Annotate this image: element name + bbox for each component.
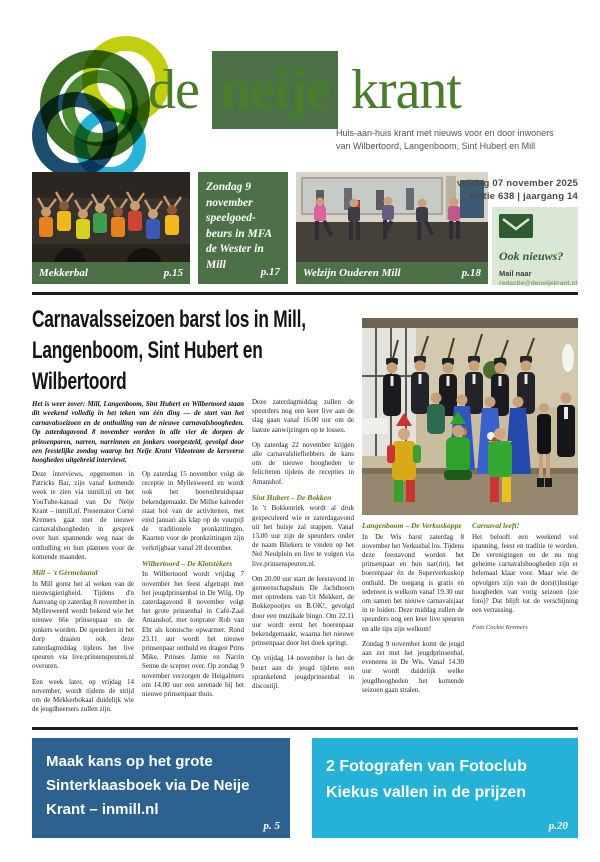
article-column-5 — [472, 520, 578, 726]
title-part-de: de — [148, 59, 199, 121]
teaser-caption: Mekkerbal — [39, 267, 88, 279]
contact-heading: Ook nieuws? — [499, 249, 564, 263]
section-heading-langenboom: Langenboom – De Verkuskoppe — [362, 521, 462, 530]
issue-date: vrijdag 07 november 2025 — [457, 178, 578, 189]
contact-box — [492, 207, 578, 285]
headline-line: Carnavalsseizoen barst los in Mill, — [32, 306, 306, 333]
tagline-line2: van Wilbertoord, Langenboom, Sint Hubert en Mill — [336, 141, 536, 151]
title-part-neije: neije — [212, 51, 338, 129]
section-heading-carnaval-leeft: Carnaval leeft! — [472, 521, 520, 530]
article-column-4 — [362, 520, 464, 726]
paragraph: Een week later, op vrijdag 14 november, wordt tijdens de strijd om de Mekkerbokaal duidelijk wie de jeugdheersers zullen zijn. — [32, 677, 134, 714]
banner-fotoclub-kiekus[interactable] — [312, 738, 578, 838]
teaser-caption: Welzijn Ouderen Mill — [303, 267, 401, 279]
tagline-line1: Huis-aan-huis krant met nieuws voor en door inwoners — [336, 128, 554, 138]
article-intro: Het is weer zover: Mill, Langenboom, Sint Hubert en Wilbertoord staan dit weekend volledig in het teken van één ding — de start van het carnavalsseizoen en de onthulling van de nieuwe carnavalshoogheden. Op zaterdagavond 8 november worden in alle vier de dorpen de prinsenparen, narren, narrinnen en jonkers voorgesteld, gevolgd door een feestelijke zondag waarop het Neije Krant Videoteam de kersverse hoogheden uitgebreid interviewt. — [32, 400, 244, 465]
banner-page-ref: p. 5 — [263, 820, 280, 832]
section-heading-sint-hubert: Sint Hubert – De Bokken — [252, 492, 332, 502]
divider-rule-top — [32, 292, 578, 295]
article-column-1 — [32, 470, 134, 726]
contact-label: Mail naar — [499, 269, 532, 278]
paragraph: Op vrijdag 14 november is het de beurt aan de jeugd tijdens een sprankelend jeugdprinsenbal in discostijl. — [252, 654, 354, 690]
banner-page-ref: p.20 — [548, 820, 568, 832]
newspaper-title — [148, 60, 461, 120]
tagline — [336, 127, 554, 153]
logo-ring-cyan-icon — [74, 108, 146, 180]
divider-rule-bottom — [32, 727, 578, 730]
paragraph: Op zaterdag 22 november krijgen alle carnavalsliefhebbers de kans om de nieuwe hoogheden te feliciteren tijdens de recepties in Amanshof. — [252, 440, 354, 486]
banner-text: Maak kans op het grote Sinterklaasboek via De Neije Krant – inmill.nl — [46, 753, 250, 818]
paragraph: Deze zaterdagmiddag zullen de speurders nog een keer live aan de slag gaan vanaf 16.00 uur om de laatste aanwijzingen op te lossen. — [252, 398, 354, 434]
newspaper-logo — [30, 36, 142, 168]
teaser-caption-bar — [32, 262, 190, 284]
teaser-text: Zondag 9 november speelgoed-beurs in MFA de Wester in Mill — [206, 181, 272, 271]
banner-text: 2 Fotografen van Fotoclub Kiekus vallen in de prijzen — [326, 758, 527, 801]
teaser-page-ref: p.18 — [461, 267, 481, 279]
teaser-mekkerbal[interactable] — [32, 172, 190, 284]
paragraph: In Wilbertoord wordt vrijdag 7 november het feest afgetrapt met het jeugdprinsenbal in De Wilg. Op zaterdagavond 8 november volgt het grote prinsenbal in Café-Zaal Amanshof, met tonprater Rob van Eht als komische opwarmer. Rond 23.11 uur wordt het nieuwe prinsenpaar onthuld en dragen Prins Mike, Prinses Jamie en Narrin Senne de scepter over. Op zondag 9 november verzorgen de Heigalmers om 14.00 uur een serenade bij het nieuwe prinsenpaar thuis. — [142, 570, 244, 698]
headline-line: Langenboom, Sint Hubert en — [32, 337, 263, 364]
paragraph: Om 20.00 uur start de feestavond in gemeenschapshuis De Jachthoorn met optredens van Ut Mekkert, de Bokkepootjes en B.OK!, gevolgd door een muzikale bingo. Om 22.11 uur wordt eerst het boerenpaar bekendgemaakt, waarna het nieuwe prinsenpaar door het doek springt. — [252, 574, 354, 648]
teaser-speelgoedbeurs[interactable] — [198, 172, 288, 284]
title-part-krant: krant — [350, 59, 461, 121]
article-headline — [32, 304, 412, 397]
paragraph: Zondag 9 november komt de jeugd aan zet met het jeugdprinsenbal, eveneens in De Wis. Vanaf 14.30 uur wordt duidelijk welke jeugdhoogheden het komende seizoen gaan stralen. — [362, 639, 464, 694]
section-heading-wilbertoord: Wilbertoord – De Klotstèkers — [142, 558, 233, 568]
paragraph: Het belooft een weekend vol spanning, feest en traditie te worden. De verenigingen en de nu nog geheime carnavalshoogheden zijn er helemaal klaar voor. Maar wie de opvolgers zijn van de dors(t)lustige hoogheden van vorig seizoen (zie foto)? Dat blijft tot de verschijning een verrassing. — [472, 532, 578, 615]
teaser-page-ref: p.17 — [260, 266, 280, 278]
carnival-photo-illustration — [362, 318, 578, 515]
paragraph: Op zaterdag 15 november volgt de receptie in Myllesweerd en wordt ook het boerenbruidspaar bekendgemaakt. De Millse kalender staat bol van de activiteiten, met eind januari als klap op de vuurpijl de traditionele pronkzittingen. Kaarten voor de pronkzittingen zijn verkrijgbaar vanaf 28 december. — [142, 470, 244, 552]
paragraph: In 't Bokkenriek wordt al druk gespeculeerd wie er zaterdagavond uit het huisje zal stappen. Vanaf 13.00 uur zijn de speurders onder de naam Bliekers te vinden op het Nel Neulplein en live te volgen via live.prinsenspeuren.nl. — [252, 504, 354, 568]
teaser-page-ref: p.15 — [163, 267, 183, 279]
paragraph: In Mill gonst het al weken van de nieuwsgierigheid. Tijdens d'n Aanvang op zaterdag 8 november in Myllesweerd wordt bekend wie het nieuwe 66e prinsenpaar en de jonkers worden. De speurders in het dorp draaien ook deze zaterdagmiddag tijdens het live speuren via live.prinsenspeuren.nl overuren. — [32, 579, 134, 671]
banner-sinterklaasboek[interactable] — [32, 738, 290, 838]
photo-credit: Foto Cockie Kremers — [472, 624, 528, 632]
email-link[interactable]: redactie@deneijekrant.nl — [499, 280, 578, 287]
headline-line: Wilbertoord — [32, 368, 127, 395]
section-heading-mill: Mill – 't Gèrmelaand — [32, 568, 98, 578]
issue-info — [358, 178, 578, 203]
article-column-3 — [252, 398, 354, 726]
article-column-2 — [142, 470, 244, 726]
mekkerbal-photo-illustration — [32, 172, 190, 262]
carnival-group-photo — [362, 318, 578, 515]
paragraph: Deze interviews, opgenomen in Patricks Bar, zijn vanaf komende week te zien via inmill.nl en het YouTube-kanaal van De Neije Krant – inmill.nl. Presentator Corné Kremers gaat met de nieuwe carnavalshoogheden in gesprek over hun spannende weg naar de onthulling en hun plannen voor de komende maanden. — [32, 470, 134, 561]
paragraph: In De Wis barst zaterdag 8 november het Verkusbal los. Tijdens deze feestavond worden het prinsenpaar en hun nar(rin), het boerenpaar én de Superverkuskop onthuld. De toegang is gratis en iedereen is welkom vanaf 19.30 uur om samen het nieuwe carnavalsjaar in te luiden. Deze middag zullen de speurders nog een keer live speuren en alle tips zijn welkom! — [362, 532, 464, 633]
issue-edition: editie 638 | jaargang 14 — [469, 190, 578, 202]
envelope-icon — [499, 214, 533, 238]
teaser-caption-bar — [296, 262, 488, 284]
